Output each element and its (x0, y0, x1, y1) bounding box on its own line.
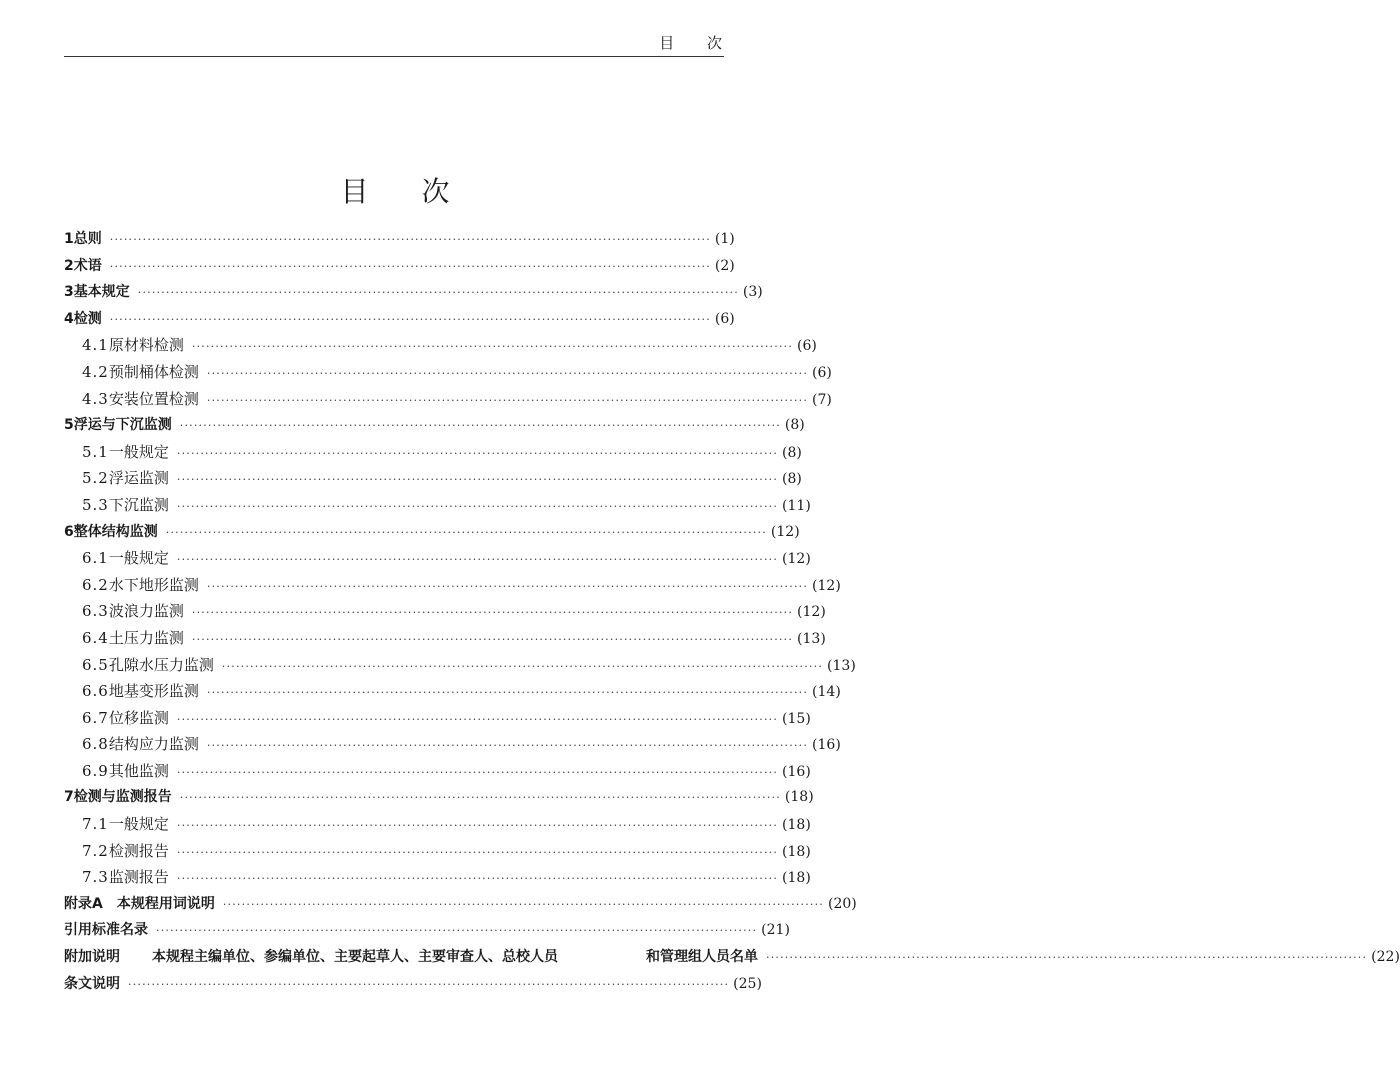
toc-entry[interactable] (64, 412, 805, 439)
toc-entry-page: (18) (782, 817, 811, 834)
toc-entry[interactable] (64, 652, 856, 679)
toc-entry[interactable] (64, 811, 811, 838)
toc-entry[interactable] (64, 332, 817, 359)
dot-leader (177, 866, 778, 892)
toc-entry[interactable] (64, 572, 841, 599)
toc-entry-number: 7.3 (82, 868, 109, 887)
toc-entry-label: 附录A 本规程用词说明 (64, 895, 215, 912)
toc-entry-page: (13) (797, 630, 826, 647)
toc-entry-label: 术语 (73, 257, 102, 274)
dot-leader (177, 840, 778, 866)
toc-entry[interactable] (64, 279, 763, 306)
toc-entry-label: 检测 (73, 310, 102, 327)
toc-entry-number: 7 (64, 789, 74, 806)
toc-entry-page: (3) (742, 284, 763, 301)
toc-entry-page: (12) (782, 551, 811, 568)
toc-entry[interactable] (64, 306, 735, 333)
toc-entry[interactable] (64, 917, 790, 944)
dot-leader (177, 707, 778, 733)
toc-entry-number: 6.5 (82, 655, 109, 674)
toc-entry-page: (16) (782, 763, 811, 780)
toc-entry-label: 基本规定 (73, 284, 130, 301)
toc-entry-page: (7) (812, 391, 832, 408)
dot-leader (166, 520, 767, 546)
toc-entry-page: (21) (761, 922, 790, 939)
toc-entry-page: (18) (782, 843, 811, 860)
toc-entry-label: 地基变形监测 (108, 682, 199, 701)
toc-entry-label: 一般规定 (108, 549, 169, 568)
toc-entry-number: 6.7 (82, 708, 109, 727)
table-of-contents (64, 226, 1400, 997)
toc-entry[interactable] (64, 971, 762, 998)
toc-entry-label: 监测报告 (108, 868, 169, 887)
toc-entry-label-line1: 本规程主编单位、参编单位、主要起草人、主要审查人、总校人员 (152, 949, 558, 966)
toc-entry[interactable] (64, 439, 802, 466)
dot-leader (177, 467, 778, 493)
toc-entry-number: 1 (64, 231, 74, 247)
toc-entry-page: (8) (784, 417, 805, 434)
toc-entry-label: 孔隙水压力监测 (108, 655, 214, 674)
dot-leader (110, 307, 711, 333)
toc-entry[interactable] (64, 359, 832, 386)
dot-leader (192, 627, 793, 653)
toc-entry-page: (8) (782, 444, 802, 461)
toc-entry-label: 一般规定 (108, 815, 169, 834)
toc-entry-number: 6.9 (82, 761, 109, 780)
dot-leader (177, 547, 778, 573)
toc-entry-label: 条文说明 (64, 975, 120, 992)
toc-entry-number: 4.3 (82, 389, 109, 408)
toc-entry-number: 4.2 (82, 362, 109, 381)
toc-entry-number: 6.6 (82, 682, 109, 701)
running-header (64, 32, 724, 57)
toc-entry-label: 安装位置检测 (108, 389, 199, 408)
toc-entry-label: 检测与监测报告 (73, 789, 172, 806)
toc-entry-label: 总则 (73, 231, 102, 247)
toc-entry-label: 浮运监测 (108, 469, 169, 488)
toc-entry-additional-note[interactable] (64, 944, 1400, 971)
dot-leader (192, 600, 793, 626)
toc-entry-page: (20) (828, 895, 857, 912)
toc-entry[interactable] (64, 838, 811, 865)
toc-entry-number: 2 (64, 257, 74, 274)
dot-leader (110, 254, 711, 280)
toc-entry[interactable] (64, 731, 841, 758)
dot-leader (177, 494, 778, 520)
toc-entry-label: 水下地形监测 (108, 575, 199, 594)
toc-entry-page: (22) (1371, 949, 1400, 966)
toc-entry-label: 整体结构监测 (73, 523, 158, 540)
running-title: 目 次 (659, 34, 722, 52)
dot-leader (207, 361, 808, 387)
toc-entry-page: (16) (812, 737, 841, 754)
toc-entry-label: 检测报告 (108, 841, 169, 860)
toc-entry[interactable] (64, 705, 811, 732)
dot-leader (180, 413, 781, 439)
toc-entry-number: 4.1 (82, 336, 109, 355)
toc-entry-number: 6.2 (82, 575, 109, 594)
toc-entry-number: 6.4 (82, 628, 109, 647)
toc-entry-label: 其他监测 (108, 761, 169, 780)
toc-entry[interactable] (64, 465, 802, 492)
toc-entry-label: 土压力监测 (108, 628, 184, 647)
toc-entry[interactable] (64, 678, 841, 705)
dot-leader (156, 918, 757, 944)
toc-entry[interactable] (64, 864, 811, 891)
toc-entry-label: 一般规定 (108, 442, 169, 461)
dot-leader (766, 945, 1367, 971)
toc-entry-page: (6) (714, 310, 735, 327)
dot-leader (222, 654, 823, 680)
toc-entry-number: 7.2 (82, 841, 109, 860)
toc-entry-label: 预制桶体检测 (108, 362, 199, 381)
toc-entry-label: 位移监测 (108, 708, 169, 727)
toc-entry-page: (18) (784, 789, 814, 806)
toc-entry-number: 6.8 (82, 735, 109, 754)
dot-leader (207, 680, 808, 706)
toc-entry[interactable] (64, 598, 826, 625)
toc-entry[interactable] (64, 253, 735, 280)
toc-entry-label: 附加说明 (64, 949, 120, 966)
toc-entry[interactable] (64, 758, 811, 785)
toc-entry-number: 5 (64, 417, 74, 434)
page-title: 目 次 (340, 175, 450, 208)
toc-entry-page: (13) (827, 657, 856, 674)
toc-entry-page: (12) (770, 523, 800, 540)
toc-entry-page: (18) (782, 870, 811, 887)
dot-leader (177, 760, 778, 786)
dot-leader (180, 785, 781, 811)
toc-entry[interactable] (64, 784, 814, 811)
toc-entry-page: (11) (782, 497, 811, 514)
toc-entry-page: (8) (782, 471, 802, 488)
toc-entry-page: (12) (812, 577, 841, 594)
toc-entry-label: 原材料检测 (108, 336, 184, 355)
toc-entry[interactable] (64, 891, 857, 918)
toc-entry-page: (25) (733, 975, 762, 992)
toc-entry-page: (6) (812, 364, 832, 381)
toc-entry-page: (6) (797, 338, 817, 355)
toc-entry-number: 7.1 (82, 815, 109, 834)
toc-entry-number: 6.3 (82, 602, 109, 621)
dot-leader (223, 892, 824, 918)
toc-entry-label: 结构应力监测 (108, 735, 199, 754)
toc-entry-label: 引用标准名录 (64, 922, 148, 939)
toc-entry[interactable] (64, 545, 811, 572)
toc-entry-number: 5.3 (82, 495, 109, 514)
dot-leader (177, 813, 778, 839)
dot-leader (138, 280, 739, 306)
toc-entry-label: 下沉监测 (108, 495, 169, 514)
toc-entry-page: (14) (812, 684, 841, 701)
toc-entry-page: (15) (782, 710, 811, 727)
toc-entry[interactable] (64, 386, 832, 413)
toc-entry-label-line2: 和管理组人员名单 (646, 949, 758, 966)
toc-entry-number: 4 (64, 310, 74, 327)
toc-entry[interactable] (64, 492, 811, 519)
toc-entry-label: 波浪力监测 (108, 602, 184, 621)
toc-entry-number: 6 (64, 523, 74, 540)
toc-entry-number: 5.1 (82, 442, 109, 461)
dot-leader (128, 972, 729, 998)
toc-entry[interactable] (64, 226, 735, 253)
toc-entry-page: (1) (714, 231, 735, 247)
toc-entry-number: 5.2 (82, 469, 109, 488)
toc-entry-page: (2) (714, 257, 735, 274)
toc-entry-number: 6.1 (82, 549, 109, 568)
toc-entry-label: 浮运与下沉监测 (73, 417, 172, 434)
toc-entry[interactable] (64, 519, 800, 546)
toc-entry-number: 3 (64, 284, 74, 301)
dot-leader (177, 441, 778, 467)
dot-leader (207, 388, 808, 414)
toc-entry-page: (12) (797, 604, 826, 621)
toc-entry[interactable] (64, 625, 826, 652)
dot-leader (207, 733, 808, 759)
dot-leader (110, 227, 711, 253)
dot-leader (192, 334, 793, 360)
dot-leader (207, 574, 808, 600)
